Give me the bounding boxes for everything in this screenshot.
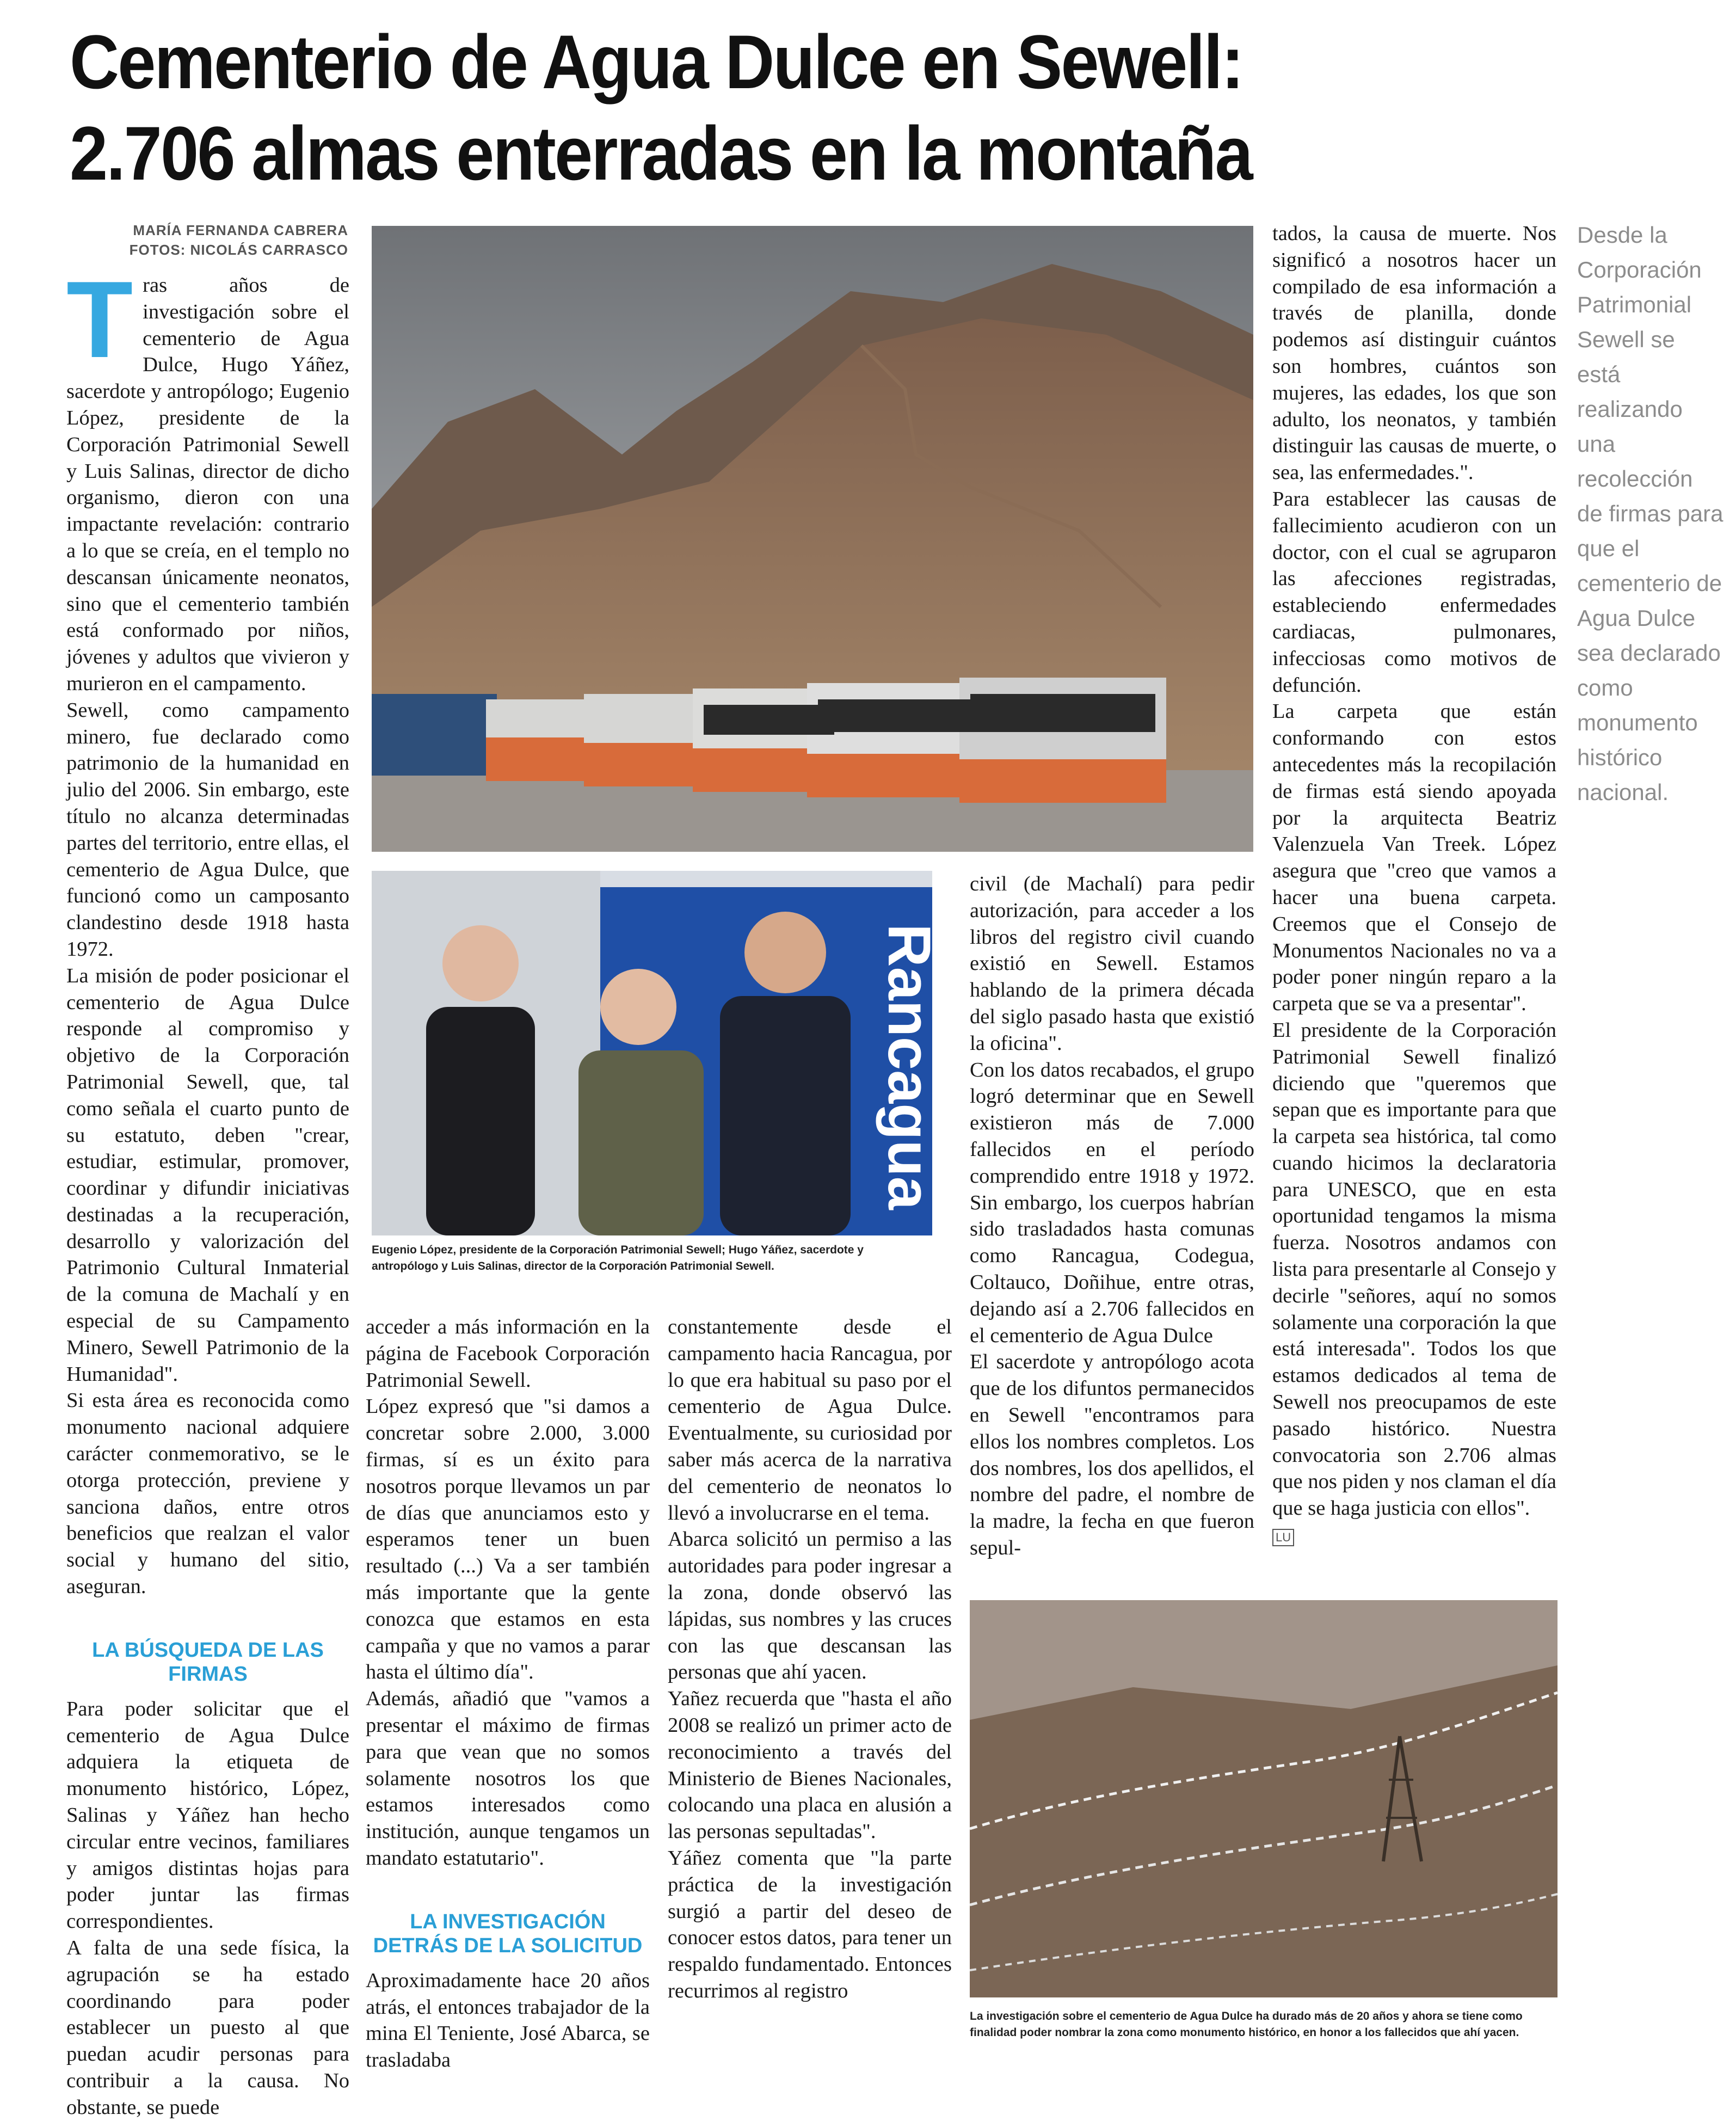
paragraph: López expresó que "si damos a concretar sobre 2.000, 3.000 firmas, sí es un éxito para nosotros porque llevamos un par de días que anunciamos esto y esperamos tener un buen resultado (...) Va a ser también más importante que la gente conozca que estamos en esta campaña y que no vamos a parar hasta el último día". (366, 1395, 650, 1684)
paragraph: acceder a más información en la página de Facebook Corporación Patrimonial Sewell. (366, 1315, 650, 1392)
photo-credit: FOTOS: NICOLÁS CARRASCO (129, 242, 348, 258)
headline-line-1: Cementerio de Agua Dulce en Sewell: (70, 19, 1243, 104)
paragraph: Sewell, como campamento minero, fue declarado como patrimonio de la humanidad en julio del 2006. Sin embargo, este título no alcanza determinadas partes del territorio, entre ellas, el cementerio de Agua Dulce, que funcionó como un camposanto clandestino desde 1918 hasta 1972. (66, 698, 349, 961)
paragraph: Además, añadió que "vamos a presentar el máximo de firmas para que vean que no somos solamente nosotros los que estamos interesados como institución, aunque tengamos un mandato estatutario". (366, 1687, 650, 1870)
paragraph: Para poder solicitar que el cementerio de Agua Dulce adquiera la etiqueta de monumento histórico, López, Salinas y Yáñez han hecho circular entre vecinos, familiares y amigos distintas hojas para poder juntar las firmas correspondientes. (66, 1697, 349, 1933)
paragraph: civil (de Machalí) para pedir autorización, para acceder a los libros del registro civil cuando existió en Sewell. Estamos hablando de la primera década del siglo pasado hasta que existió la oficina". (970, 872, 1254, 1055)
author-credit: MARÍA FERNANDA CABRERA (133, 222, 348, 238)
end-mark: LU (1272, 1529, 1294, 1546)
paragraph: Aproximadamente hace 20 años atrás, el entonces trabajador de la mina El Teniente, José Abarca, se trasladaba (366, 1969, 650, 2072)
paragraph: Con los datos recabados, el grupo logró determinar que en Sewell existieron más de 7.000 fallecidos en el período comprendido entre 1918 y 1972. Sin embargo, los cuerpos habrían sido trasladados hasta comunas como Rancagua, Codegua, Coltauco, Doñihue, entre otras, dejando así a 2.706 fallecidos en el cementerio de Agua Dulce (970, 1058, 1254, 1347)
slope-illustration (970, 1600, 1558, 1997)
paragraph: Abarca solicitó un permiso a las autoridades para poder ingresar a la zona, donde observó las lápidas, sus nombres y las cruces con las que descansan las personas que ahí yacen. (668, 1528, 952, 1684)
column-4 (970, 871, 1254, 1561)
portrait-illustration (372, 871, 943, 1235)
paragraph: A falta de una sede física, la agrupación se ha estado coordinando para poder establecer un puesto al que puedan acudir personas para contribuir a la causa. No obstante, se puede (66, 1936, 349, 2119)
column-1 (66, 259, 349, 2121)
mountain-bus-illustration (372, 226, 1253, 852)
photo-three-men (372, 871, 943, 1235)
paragraph: Yañez recuerda que "hasta el año 2008 se realizó un primer acto de reconocimiento a través del Ministerio de Bienes Nacionales, colocando una placa en alusión a las personas sepultadas". (668, 1687, 952, 1843)
paragraph: Para establecer las causas de fallecimiento acudieron con un doctor, con el cual se agruparon las afecciones registradas, estableciendo enfermedades cardiacas, pulmonares, infecciosas como motivos de defunción. (1272, 487, 1556, 697)
sidebar-callout: Desde la Corporación Patrimonial Sewell se está realizando una recolección de firmas para que el cementerio de Agua Dulce sea declarado como monumento histórico nacional. (1577, 222, 1723, 805)
headline-line-2: 2.706 almas enterradas en la montaña (70, 110, 1252, 196)
paragraph: La carpeta que están conformando con estos antecedentes más la recopilación de firmas está siendo apoyada por la arquitecta Beatriz Valenzuela Van Treek. López asegura que "creo que vamos a hacer una buena carpeta. Creemos que el Consejo de Monumentos Nacionales no va a poder poner ningún reparo a la carpeta que se va a presentar". (1272, 700, 1556, 1016)
column-2 (366, 1314, 650, 2074)
photo-cemetery-slope (970, 1600, 1558, 1997)
subheading-investigacion: LA INVESTIGACIÓN DETRÁS DE LA SOLICITUD (373, 1910, 643, 1957)
column-5 (1272, 220, 1556, 1548)
paragraph: La misión de poder posicionar el cementerio de Agua Dulce responde al compromiso y objetivo de la Corporación Patrimonial Sewell, que, tal como señala el cuarto punto de su estatuto, deben "crear, estudiar, estimular, promover, coordinar y difundir iniciativas destinadas a la recuperación, desarrollo y valorización del Patrimonio Cultural Inmaterial de la comuna de Machalí y en especial de su Campamento Minero, Sewell Patrimonio de la Humanidad". (66, 964, 349, 1386)
paragraph: ras años de investigación sobre el cementerio de Agua Dulce, Hugo Yáñez, sacerdote y antropólogo; Eugenio López, presidente de la Corporación Patrimonial Sewell y Luis Salinas, director de dicho organismo, dieron con una impactante revelación: contrario a lo que se creía, en el templo no descansan únicamente neonatos, sino que el cementerio también está conformado por niños, jóvenes y adultos que vivieron y murieron en el campamento. (66, 274, 349, 695)
paragraph: tados, la causa de muerte. Nos significó a nosotros hacer un compilado de esa información a través de planilla, donde podemos así distinguir cuántos son hombres, cuántos son mujeres, las edades, los que son adulto, los neonatos, y también distinguir las causas de muerte, o sea, las enfermedades.". (1272, 222, 1556, 484)
caption-photo-men: Eugenio López, presidente de la Corporación Patrimonial Sewell; Hugo Yáñez, sacerdote y antropólogo y Luis Salinas, director de la Corporación Patrimonial Sewell. (372, 1244, 864, 1272)
paragraph: El presidente de la Corporación Patrimonial Sewell finalizó diciendo que "queremos que sepan que es importante para que la carpeta sea histórica, tal como cuando hicimos la declaratoria para UNESCO, que en esta oportunidad tengamos la misma fuerza. Nosotros andamos con lista para presentarle al Consejo y decirle "señores, aquí no somos solamente una corporación la que está interesada". Todos los que estamos dedicados al tema de Sewell nos preocupamos de este pasado histórico. Nuestra convocatoria son 2.706 almas que nos piden y nos claman el día que se haga justicia con ellos". (1272, 1018, 1556, 1520)
drop-cap: T (66, 259, 133, 380)
caption-photo-slope: La investigación sobre el cementerio de Agua Dulce ha durado más de 20 años y ahora se tiene como finalidad poder nombrar la zona como monumento histórico, en honor a los fallecidos que ahí yacen. (970, 2010, 1523, 2039)
byline (93, 220, 348, 260)
subheading-firmas: LA BÚSQUEDA DE LAS FIRMAS (92, 1638, 324, 1686)
paragraph: Si esta área es reconocida como monumento nacional adquiere carácter conmemorativo, se le otorga protección, previene y sanciona daños, entre otros beneficios que realzan el valor social y humano del sitio, aseguran. (66, 1389, 349, 1599)
headline (70, 16, 1441, 199)
banner-text: Rancagua (876, 924, 943, 1210)
paragraph: El sacerdote y antropólogo acota que de los difuntos permanecidos en Sewell "encontramos para ellos los nombres completos. Los dos nombres, los dos apellidos, el nombre del padre, el nombre de la madre, la fecha en que fueron sepul- (970, 1350, 1254, 1559)
paragraph: Yáñez comenta que "la parte práctica de la investigación surgió a partir del deseo de conocer estos datos, para tener un respaldo fundamentado. Entonces recurrimos al registro (668, 1846, 952, 2002)
column-3 (668, 1314, 952, 2005)
paragraph: constantemente desde el campamento hacia Rancagua, por lo que era habitual su paso por el cementerio de Agua Dulce. Eventualmente, su curiosidad por saber más acerca de la narrativa del cementerio de neonatos lo llevó a involucrarse en el tema. (668, 1315, 952, 1524)
photo-buses-mountains (372, 226, 1253, 852)
